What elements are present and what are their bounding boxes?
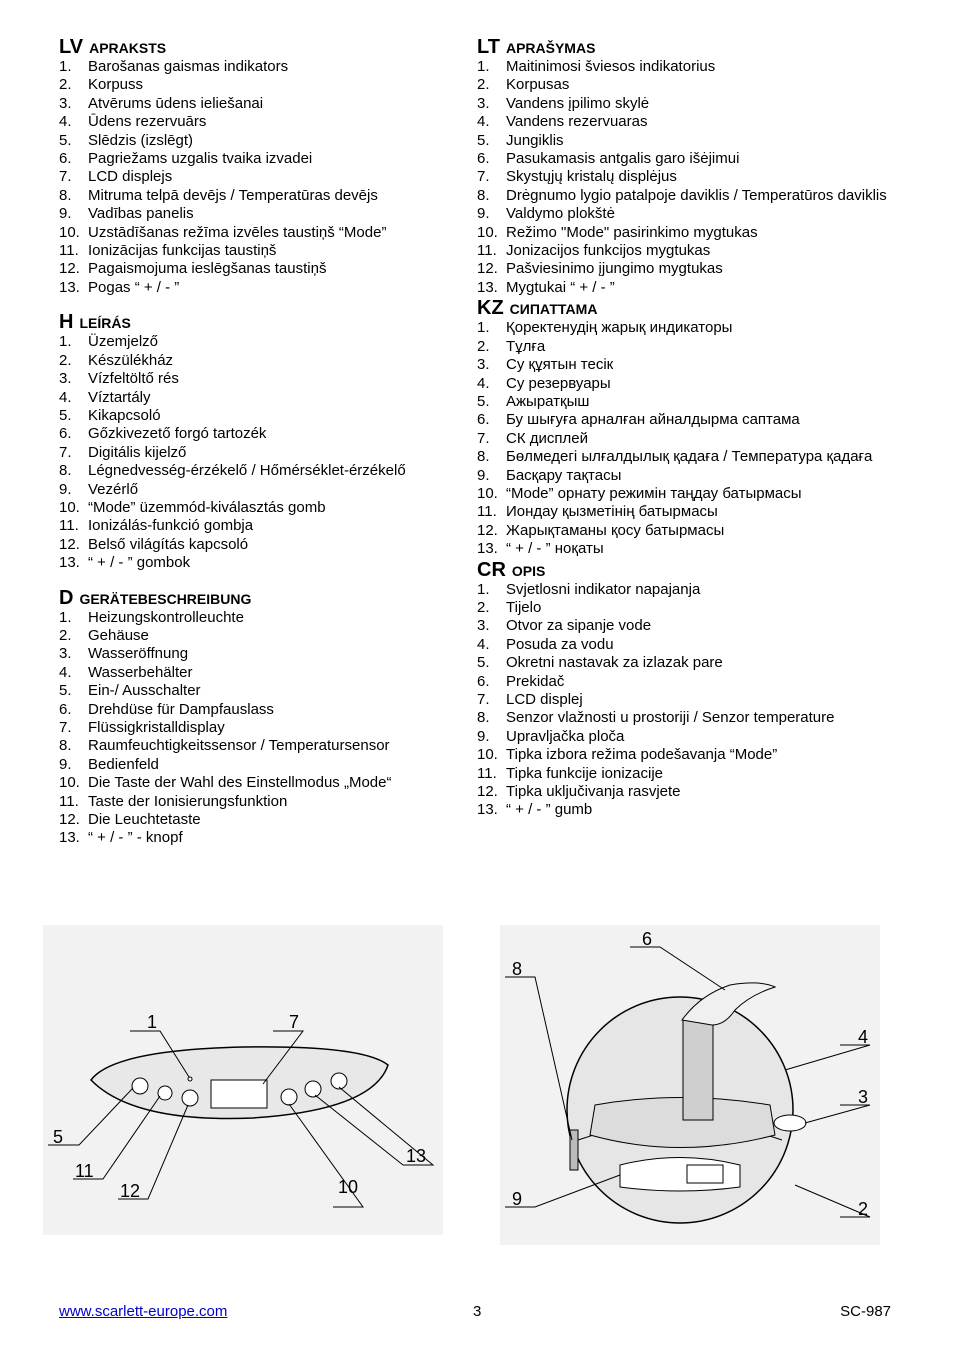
item-text: Су құятын тесік [506,356,614,374]
item-text: Digitális kijelző [88,443,187,461]
item-text: “ + / - ” ноқаты [506,540,604,558]
mode-button [281,1089,297,1105]
control-panel-drawing [43,925,443,1235]
item-text: Posuda za vodu [506,635,614,653]
list-item [59,737,479,755]
list-item [477,150,897,168]
item-number: 7. [59,168,72,186]
section-kz [477,297,897,558]
item-number: 2. [477,598,490,616]
item-text: Ein-/ Ausschalter [88,682,201,700]
item-text: Vezérlő [88,480,139,498]
item-text: Készülékház [88,351,174,369]
item-text: Tijelo [506,598,542,616]
list-item [59,793,479,811]
item-text: Басқару тақтасы [506,466,622,484]
list-item [59,58,479,76]
list-item [59,333,479,351]
item-number: 10. [59,223,80,241]
list-item [477,636,897,654]
item-text: Slēdzis (izslēgt) [88,131,194,149]
item-number: 12. [477,783,498,801]
item-number: 1. [59,58,72,75]
item-text: Vízfeltöltő rés [88,370,179,388]
item-number: 13. [59,829,80,847]
item-text: Tipka izbora režima podešavanja “Mode” [506,746,778,764]
list-item [59,168,479,186]
item-text: Drėgnumo lygio patalpoje daviklis / Temperatūros daviklis [506,186,887,204]
item-number: 9. [477,466,490,484]
item-number: 4. [477,374,490,392]
list-item [59,719,479,737]
list-item [477,654,897,672]
list-item [477,430,897,448]
language-code: LV [59,36,84,58]
item-number: 5. [477,654,490,672]
list-item [59,205,479,223]
list-item [59,444,479,462]
list-item [59,389,479,407]
item-number: 1. [477,319,490,337]
item-text: Pogas “ + / - ” [88,278,180,296]
item-text: Иондау қызметінің батырмасы [506,503,718,521]
list-item [477,411,897,429]
item-text: Flüssigkristalldisplay [88,719,225,736]
section-d [59,587,479,848]
list-item [477,260,897,278]
list-item [59,645,479,663]
item-text: Légnedvesség-érzékelő / Hőmérséklet-érzékelő [88,462,406,480]
language-code: LT [477,36,500,58]
list-item [59,370,479,388]
item-number: 3. [59,370,72,388]
list-item [477,338,897,356]
list-item [477,95,897,113]
item-text: Belső világítás kapcsoló [88,535,249,553]
item-text: Ажыратқыш [506,392,590,410]
list-item [477,581,897,599]
item-number: 3. [59,94,72,112]
item-text: Bedienfeld [88,755,159,773]
list-item [477,319,897,337]
model-number: SC-987 [840,1303,891,1320]
item-number: 9. [477,727,490,745]
section-title: OPIS [511,562,546,579]
list-item [477,205,897,223]
section-lt [477,36,897,297]
item-number: 11. [59,517,79,535]
callout-6: 6 [642,929,653,949]
list-item [477,375,897,393]
item-text: Die Taste der Wahl des Einstellmodus „Mode“ [88,774,392,792]
list-item [477,467,897,485]
item-number: 6. [477,150,490,168]
section-header [477,297,897,319]
item-text: Kikapcsoló [88,406,161,424]
item-text: Wasserbehälter [88,663,193,681]
item-text: Gőzkivezető forgó tartozék [88,425,267,443]
item-text: Korpuss [88,76,144,94]
language-code: CR [477,558,506,581]
parts-list [59,333,479,572]
section-cr [477,559,897,820]
section-title: LEÍRÁS [79,315,131,332]
list-item [477,617,897,635]
section-title: СИПАТТАМА [509,301,598,318]
item-number: 5. [59,406,72,424]
list-item [477,485,897,503]
item-text: Upravljačka ploča [506,727,625,745]
item-number: 1. [59,608,72,626]
list-item [477,448,897,466]
item-number: 1. [477,580,490,598]
item-text: Korpusas [506,76,570,94]
item-number: 12. [477,260,498,278]
callout-7: 7 [289,1012,300,1032]
website-link[interactable]: www.scarlett-europe.com [59,1303,228,1320]
list-item [477,673,897,691]
item-number: 2. [59,351,72,369]
item-number: 10. [59,774,80,792]
section-header [59,36,479,58]
item-text: Жарықтаманы қосу батырмасы [506,521,725,539]
item-text: Atvērums ūdens ieliešanai [88,94,264,112]
callout-1: 1 [147,1012,158,1032]
section-lv [59,36,479,297]
item-text: “ + / - ” gumb [506,801,593,819]
item-text: Skystųjų kristalų displėjus [506,168,677,186]
control-panel-figure [43,925,443,1235]
section-h [59,311,479,572]
list-item [477,224,897,242]
item-number: 3. [477,617,490,635]
parts-list [477,319,897,558]
callout-5: 5 [53,1127,64,1147]
list-item [477,728,897,746]
section-title: APRAKSTS [89,40,167,56]
item-text: Vandens įpilimo skylė [506,94,650,112]
item-number: 5. [477,131,490,149]
item-number: 9. [59,205,72,223]
item-text: Drehdüse für Dampfauslass [88,700,274,718]
callout-10: 10 [338,1177,359,1197]
callout-3: 3 [858,1087,869,1107]
item-number: 9. [59,755,72,773]
item-number: 8. [477,709,490,727]
list-item [59,242,479,260]
item-number: 12. [59,260,80,278]
item-text: LCD displejs [88,168,173,186]
language-code: H [59,311,74,334]
item-text: Taste der Ionisierungsfunktion [88,792,288,810]
list-item [477,132,897,150]
item-text: Mitruma telpā devējs / Temperatūras devējs [88,186,378,204]
item-text: Mygtukai “ + / - ” [506,278,615,296]
item-text: Režimo "Mode" pasirinkimo mygtukas [506,223,758,241]
list-item [477,709,897,727]
list-item [477,356,897,374]
item-text: Uzstādīšanas režīma izvēles taustiņš “Mode” [88,223,387,241]
section-header [59,311,479,333]
item-number: 6. [477,411,490,429]
list-item [59,811,479,829]
item-number: 3. [477,94,490,112]
item-number: 5. [477,392,490,410]
list-item [477,279,897,297]
power-indicator [188,1077,192,1081]
item-number: 3. [59,645,72,663]
item-text: Pasukamasis antgalis garo išėjimui [506,150,740,168]
list-item [59,609,479,627]
steam-column [683,1020,713,1120]
item-text: Jungiklis [506,131,564,149]
callout-12: 12 [120,1181,141,1201]
item-number: 2. [59,76,72,94]
item-number: 5. [59,682,72,700]
language-code: D [59,586,74,609]
list-item [59,682,479,700]
callout-13: 13 [406,1146,427,1166]
page-footer [59,1303,891,1323]
item-text: Tipka funkcije ionizacije [506,764,664,782]
item-text: Қоректенудің жарық индикаторы [506,319,733,337]
callout-11: 11 [75,1161,94,1181]
parts-list [477,58,897,297]
item-text: Heizungskontrolleuchte [88,608,244,626]
item-text: СК дисплей [506,429,588,447]
item-number: 13. [59,278,80,296]
list-item [477,168,897,186]
list-item [59,150,479,168]
lcd-display [211,1080,267,1108]
device-lcd [687,1165,723,1183]
item-text: Okretni nastavak za izlazak pare [506,654,723,672]
humidifier-figure [500,925,880,1245]
callout-8: 8 [512,959,523,979]
list-item [59,517,479,535]
plus-button [305,1081,321,1097]
item-text: “Mode” üzemmód-kiválasztás gomb [88,498,326,516]
item-number: 13. [477,801,498,819]
list-item [59,481,479,499]
list-item [59,756,479,774]
item-text: Бөлмедегі ылғалдылық қадаға / Температура қадаға [506,448,873,466]
list-item [477,801,897,819]
list-item [477,113,897,131]
item-number: 7. [59,443,72,461]
list-item [59,132,479,150]
item-number: 8. [477,448,490,466]
item-number: 9. [59,480,72,498]
item-text: LCD displej [506,691,583,708]
item-text: Тұлға [506,337,546,355]
item-number: 4. [477,113,490,131]
language-code: KZ [477,297,504,320]
list-item [477,393,897,411]
item-number: 12. [59,811,80,829]
list-item [477,522,897,540]
item-number: 2. [477,337,490,355]
item-text: Svjetlosni indikator napajanja [506,580,701,598]
item-number: 4. [59,663,72,681]
light-button [182,1090,198,1106]
item-text: Otvor za sipanje vode [506,617,652,635]
item-text: Barošanas gaismas indikators [88,58,289,75]
list-item [477,599,897,617]
list-item [59,279,479,297]
item-number: 11. [477,764,497,782]
parts-list [59,609,479,848]
item-text: Jonizacijos funkcijos mygtukas [506,242,711,260]
minus-button [331,1073,347,1089]
list-item [59,701,479,719]
list-item [477,691,897,709]
list-item [59,95,479,113]
right-column [477,36,897,820]
item-number: 13. [59,554,80,572]
item-text: Су резервуары [506,374,611,392]
section-header [477,36,897,58]
left-column [59,36,479,848]
switch-button [132,1078,148,1094]
item-number: 11. [59,242,79,260]
list-item [477,187,897,205]
item-text: Prekidač [506,672,565,690]
section-header [59,587,479,609]
item-number: 2. [59,626,72,644]
item-number: 12. [477,521,498,539]
item-number: 6. [477,672,490,690]
list-item [59,425,479,443]
item-number: 11. [59,792,79,810]
item-number: 6. [59,700,72,718]
list-item [477,503,897,521]
item-number: 4. [59,388,72,406]
item-text: Ionizálás-funkció gombja [88,517,254,535]
callout-4: 4 [858,1027,869,1047]
callout-2: 2 [858,1199,869,1219]
callout-9: 9 [512,1189,523,1209]
item-number: 11. [477,242,497,260]
item-number: 9. [477,205,490,223]
item-number: 3. [477,356,490,374]
item-text: Ūdens rezervuārs [88,113,207,131]
item-text: Ionizācijas funkcijas taustiņš [88,242,277,260]
list-item [59,829,479,847]
list-item [59,627,479,645]
item-number: 5. [59,131,72,149]
water-inlet [774,1115,806,1131]
item-text: Tipka uključivanja rasvjete [506,783,681,801]
item-text: Üzemjelző [88,333,159,351]
item-number: 10. [477,746,498,764]
list-item [59,187,479,205]
item-text: Vandens rezervuaras [506,113,648,131]
item-text: Pagriežams uzgalis tvaika izvadei [88,150,313,168]
item-text: Gehäuse [88,626,149,644]
list-item [59,774,479,792]
item-text: Die Leuchtetaste [88,811,201,829]
list-item [477,242,897,260]
list-item [59,224,479,242]
item-number: 6. [59,150,72,168]
item-number: 7. [477,691,490,708]
item-text: Maitinimosi šviesos indikatorius [506,58,716,75]
list-item [477,76,897,94]
list-item [59,499,479,517]
section-header [477,559,897,581]
list-item [59,113,479,131]
list-item [477,540,897,558]
list-item [477,765,897,783]
item-number: 11. [477,503,497,521]
item-number: 2. [477,76,490,94]
list-item [59,352,479,370]
list-item [59,260,479,278]
item-number: 8. [477,186,490,204]
list-item [59,407,479,425]
list-item [477,58,897,76]
page-number: 3 [473,1303,482,1320]
item-text: Wasseröffnung [88,645,189,663]
list-item [59,664,479,682]
item-number: 7. [477,168,490,186]
item-text: Senzor vlažnosti u prostoriji / Senzor temperature [506,709,835,727]
item-number: 1. [477,58,490,75]
item-number: 8. [59,462,72,480]
item-number: 8. [59,737,72,755]
list-item [59,462,479,480]
item-number: 6. [59,425,72,443]
item-text: Raumfeuchtigkeitssensor / Temperatursensor [88,737,390,755]
item-text: Víztartály [88,388,151,406]
item-number: 13. [477,278,498,296]
item-text: Valdymo plokštė [506,205,615,223]
item-number: 1. [59,333,72,351]
item-number: 12. [59,535,80,553]
item-text: “Mode” орнату режимін таңдау батырмасы [506,484,802,502]
parts-list [59,58,479,297]
item-number: 7. [59,719,72,736]
list-item [477,783,897,801]
humidifier-drawing [500,925,880,1245]
item-number: 10. [59,498,80,516]
list-item [59,554,479,572]
item-number: 10. [477,223,498,241]
section-title: GERÄTEBESCHREIBUNG [79,590,252,607]
section-title: APRAŠYMAS [505,40,596,56]
item-number: 8. [59,186,72,204]
item-number: 10. [477,484,498,502]
item-text: Pagaismojuma ieslēgšanas taustiņš [88,260,327,278]
item-number: 4. [59,113,72,131]
parts-list [477,581,897,820]
item-text: “ + / - ” - knopf [88,829,183,847]
item-text: Бу шығуға арналған айналдырма саптама [506,411,800,429]
item-text: Vadības panelis [88,205,194,223]
list-item [477,746,897,764]
ionization-button [158,1086,172,1100]
list-item [59,76,479,94]
item-number: 4. [477,635,490,653]
item-text: Pašviesinimo įjungimo mygtukas [506,260,723,278]
item-number: 13. [477,540,498,558]
item-number: 7. [477,429,490,447]
list-item [59,536,479,554]
item-text: “ + / - ” gombok [88,554,191,572]
